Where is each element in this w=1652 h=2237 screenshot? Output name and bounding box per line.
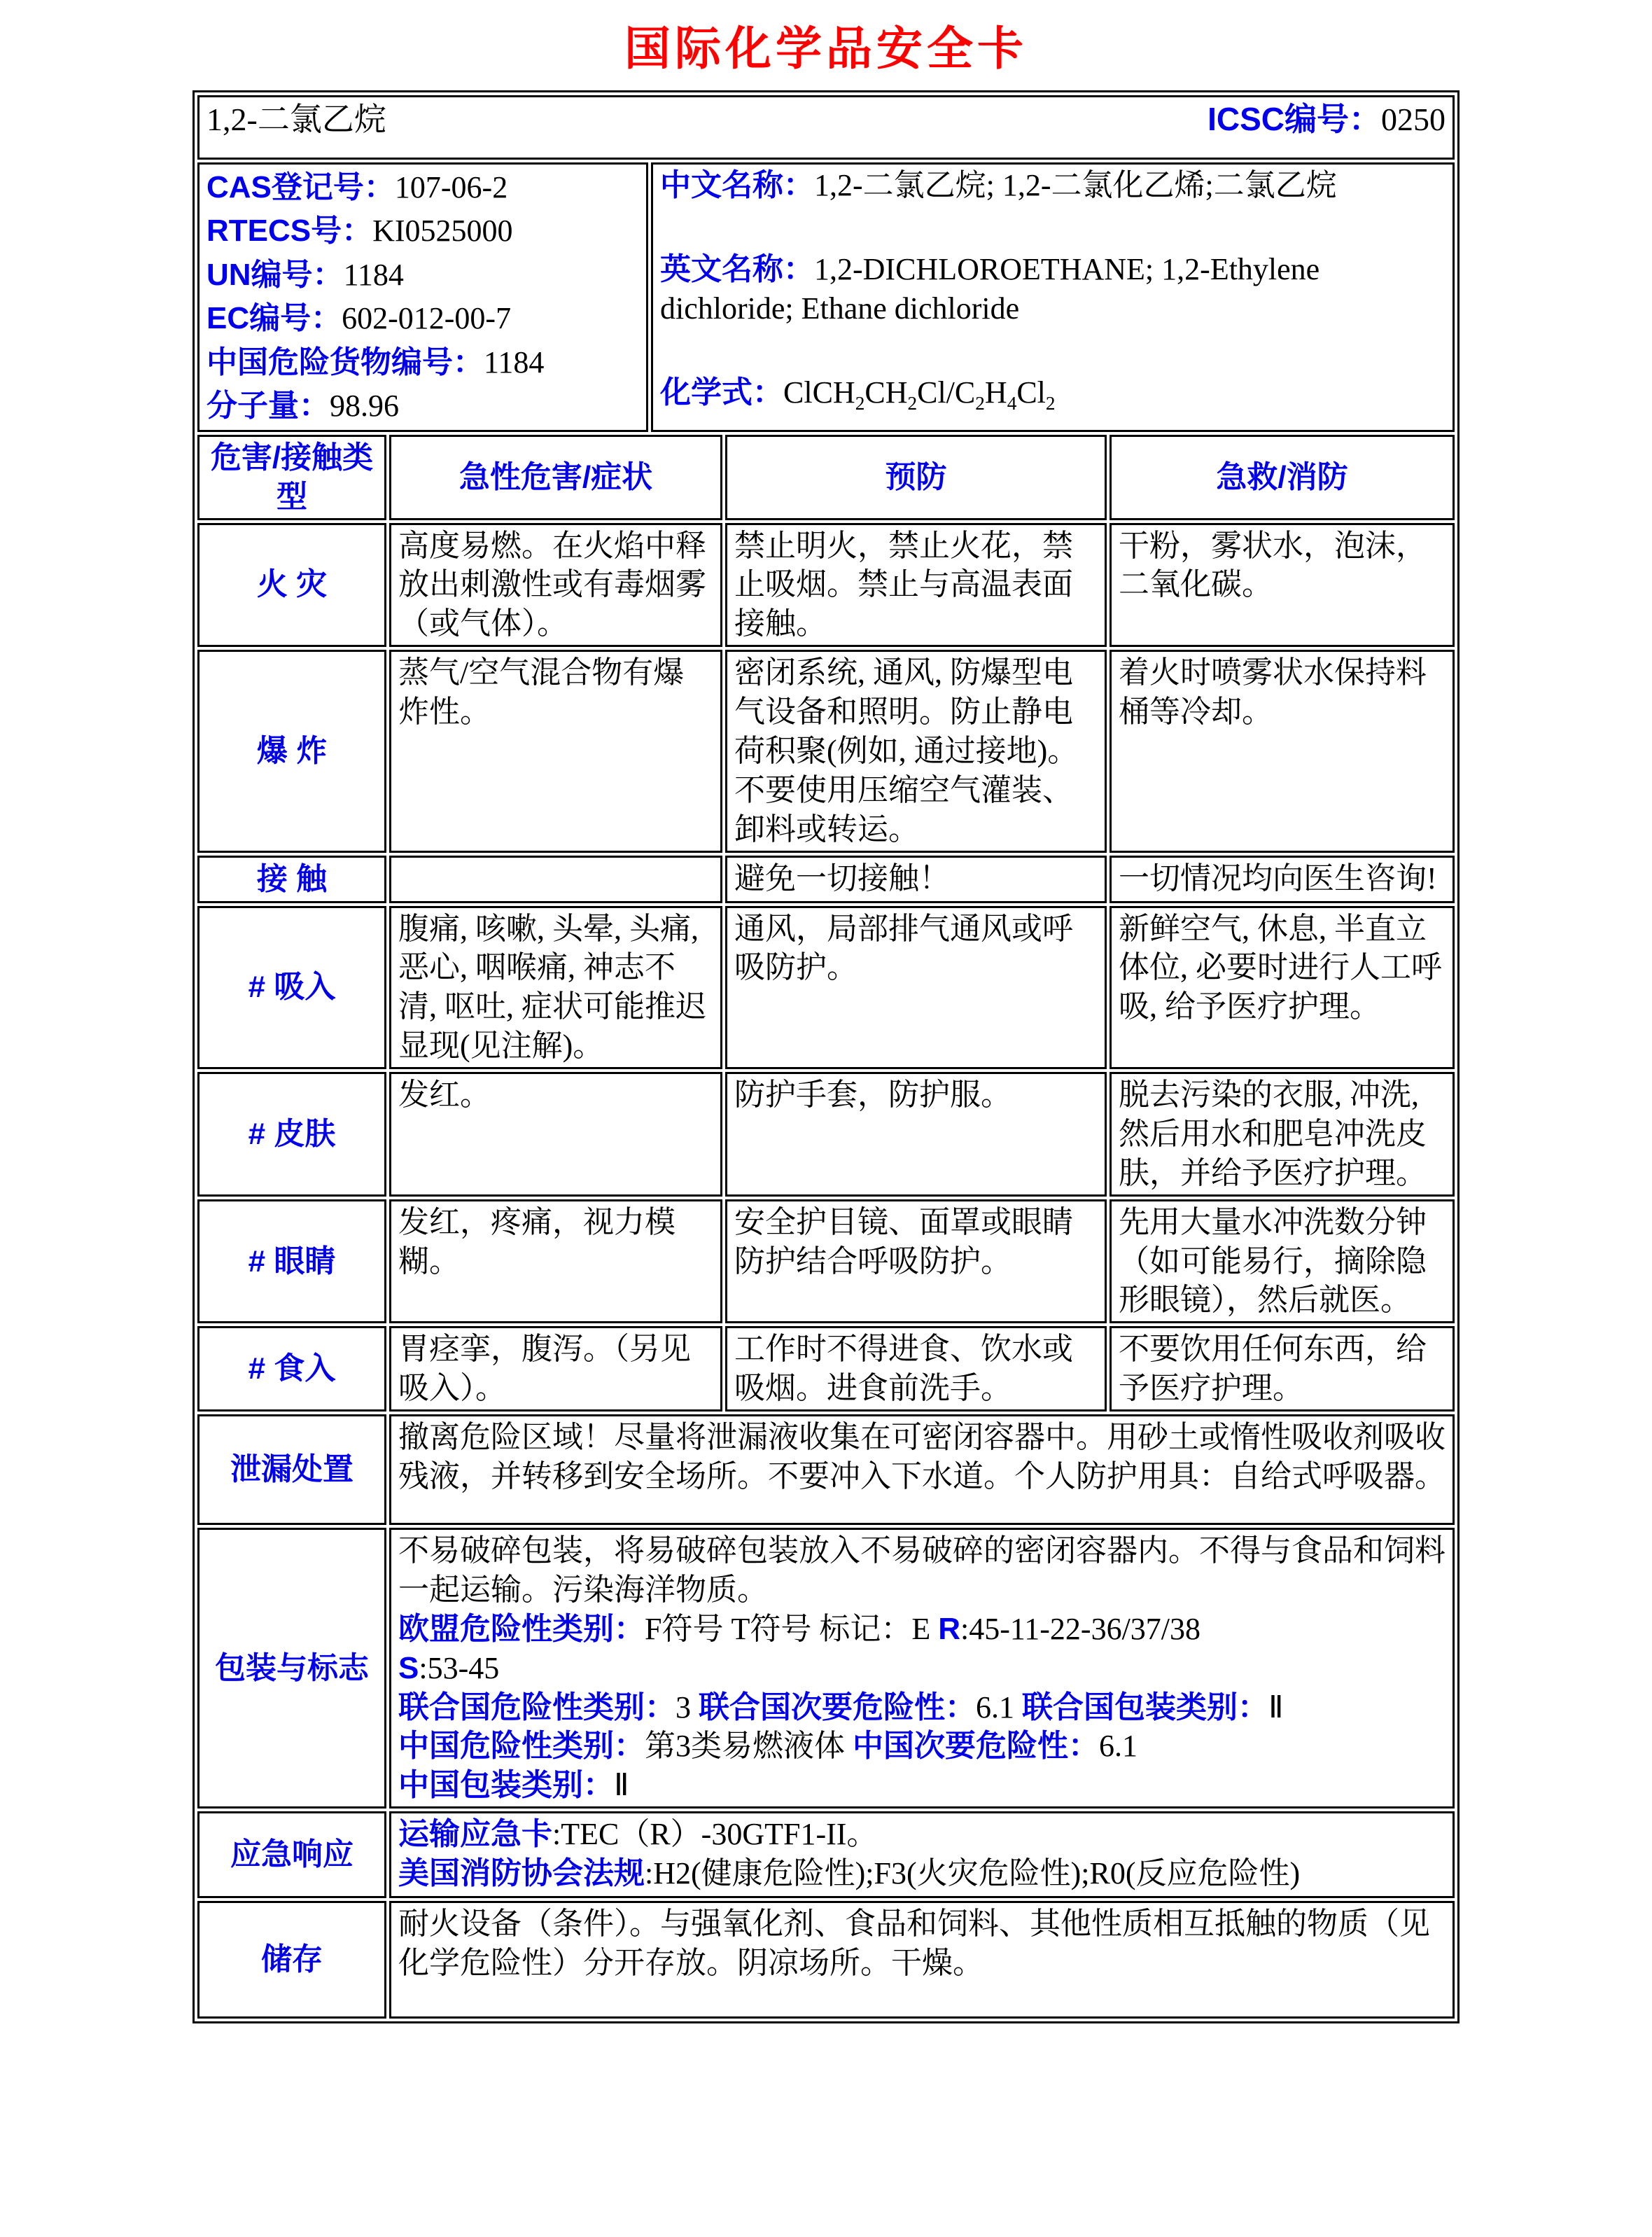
prevention-cell: 工作时不得进食、饮水或吸烟。进食前洗手。 xyxy=(725,1326,1107,1412)
symptoms-cell: 蒸气/空气混合物有爆炸性。 xyxy=(389,650,722,852)
row-label-ingestion: # 食入 xyxy=(197,1326,386,1412)
identifier-row xyxy=(206,253,639,297)
hazard-row-fire xyxy=(197,523,1455,648)
symptoms-cell xyxy=(389,856,722,903)
section-line: 中国包装类别：Ⅱ xyxy=(398,1768,629,1803)
section-line: 撤离危险区域！尽量将泄漏液收集在可密闭容器中。用砂土或惰性吸收剂吸收残液，并转移到安全场所。不要冲入下水道。个人防护用具：自给式呼吸器。 xyxy=(398,1420,1446,1493)
identifier-row xyxy=(206,341,639,384)
firstaid-cell: 先用大量水冲洗数分钟（如可能易行，摘除隐形眼镜），然后就医。 xyxy=(1110,1199,1455,1324)
formula-line xyxy=(660,373,1446,415)
row-label-fire: 火 灾 xyxy=(197,523,386,648)
section-line: 运输应急卡:TEC（R）-30GTF1-II。 xyxy=(398,1817,878,1852)
identifier-row xyxy=(206,166,639,209)
identifier-value: 1184 xyxy=(484,344,545,379)
section-row-packaging xyxy=(197,1528,1455,1809)
prevention-cell: 避免一切接触！ xyxy=(725,856,1107,903)
section-content-storage xyxy=(389,1901,1455,2019)
section-row-storage xyxy=(197,1901,1455,2019)
identifier-value: 98.96 xyxy=(330,389,399,424)
hazard-row-inhalation xyxy=(197,906,1455,1070)
section-content-packaging xyxy=(389,1528,1455,1809)
section-line: 中国危险性类别：第3类易燃液体 中国次要危险性：6.1 xyxy=(398,1729,1138,1764)
identifier-label: EC编号： xyxy=(206,301,342,336)
row-label-skin: # 皮肤 xyxy=(197,1072,386,1197)
row-label-contact: 接 触 xyxy=(197,856,386,903)
symptoms-cell: 胃痉挛，腹泻。（另见吸入）。 xyxy=(389,1326,722,1412)
formula-value: $ClCH_2CH_2Cl/C_2H_4Cl_2$ xyxy=(783,375,1056,414)
prevention-cell: 防护手套，防护服。 xyxy=(725,1072,1107,1197)
identifier-value: 602-012-00-7 xyxy=(342,301,512,336)
page-title: 国际化学品安全卡 xyxy=(624,24,1028,75)
hazard-row-ingestion xyxy=(197,1326,1455,1412)
english-name-line xyxy=(660,250,1446,328)
section-label-spill: 泄漏处置 xyxy=(197,1414,386,1525)
prevention-cell: 通风，局部排气通风或呼吸防护。 xyxy=(725,906,1107,1070)
formula-label: 化学式： xyxy=(660,375,783,410)
row-label-eyes: # 眼睛 xyxy=(197,1199,386,1324)
symptoms-cell: 发红。 xyxy=(389,1072,722,1197)
identifier-label: CAS登记号： xyxy=(206,170,395,204)
prevention-cell: 安全护目镜、面罩或眼睛防护结合呼吸防护。 xyxy=(725,1199,1107,1324)
hazard-row-explosion xyxy=(197,650,1455,852)
identifier-label: 中国危险货物编号： xyxy=(206,344,484,379)
english-name-value: 1,2-DICHLOROETHANE; 1,2-Ethylene dichloride; Ethane dichloride xyxy=(660,251,1320,326)
section-label-emergency: 应急响应 xyxy=(197,1811,386,1898)
section-line: 耐火设备（条件）。与强氧化剂、食品和饲料、其他性质相互抵触的物质（见化学危险性）分开存放。阴凉场所。干燥。 xyxy=(398,1907,1430,1981)
section-line: 欧盟危险性类别：F符号 T符号 标记：E R:45-11-22-36/37/38 xyxy=(398,1611,1201,1646)
chemical-name: 1,2-二氯乙烷 xyxy=(206,101,386,137)
symptoms-cell: 高度易燃。在火焰中释放出刺激性或有毒烟雾（或气体）。 xyxy=(389,523,722,648)
column-header-firstaid: 急救/消防 xyxy=(1110,435,1455,520)
identifier-value: 107-06-2 xyxy=(394,170,508,204)
firstaid-cell: 新鲜空气, 休息, 半直立体位, 必要时进行人工呼吸, 给予医疗护理。 xyxy=(1110,906,1455,1070)
identifier-row xyxy=(206,384,639,428)
section-line: 美国消防协会法规:H2(健康危险性);F3(火灾危险性);R0(反应危险性) xyxy=(398,1856,1301,1891)
hazard-header-row xyxy=(197,435,1455,520)
chinese-name-line xyxy=(660,166,1446,205)
english-name-label: 英文名称： xyxy=(660,251,814,286)
firstaid-cell: 干粉，雾状水，泡沫，二氧化碳。 xyxy=(1110,523,1455,648)
identifier-label: 分子量： xyxy=(206,389,330,424)
prevention-cell: 密闭系统, 通风, 防爆型电气设备和照明。防止静电荷积聚(例如, 通过接地)。不要使用压缩空气灌装、卸料或转运。 xyxy=(725,650,1107,852)
identifier-label: UN编号： xyxy=(206,257,344,292)
names-cell xyxy=(651,162,1455,432)
section-line: 联合国危险性类别：3 联合国次要危险性：6.1 联合国包装类别：Ⅱ xyxy=(398,1689,1284,1724)
column-header-symptoms: 急性危害/症状 xyxy=(389,435,722,520)
hazard-row-eyes xyxy=(197,1199,1455,1324)
chinese-name-value: 1,2-二氯乙烷; 1,2-二氯化乙烯;二氯乙烷 xyxy=(814,168,1337,202)
identifier-row xyxy=(206,209,639,253)
icsc-page xyxy=(0,11,1652,2237)
section-label-storage: 储存 xyxy=(197,1901,386,2019)
firstaid-cell: 不要饮用任何东西，给予医疗护理。 xyxy=(1110,1326,1455,1412)
section-line: 不易破碎包装，将易破碎包装放入不易破碎的密闭容器内。不得与食品和饲料一起运输。污染海洋物质。 xyxy=(398,1533,1446,1607)
section-row-emergency xyxy=(197,1811,1455,1898)
column-header-hazard-type: 危害/接触类型 xyxy=(197,435,386,520)
hazard-row-contact xyxy=(197,856,1455,903)
section-label-packaging: 包装与标志 xyxy=(197,1528,386,1809)
row-label-explosion: 爆 炸 xyxy=(197,650,386,852)
identifier-value: KI0525000 xyxy=(372,214,513,249)
icsc-number-label: ICSC编号： xyxy=(1208,101,1382,137)
identifier-value: 1184 xyxy=(343,257,404,292)
section-content-emergency xyxy=(389,1811,1455,1898)
column-header-prevention: 预防 xyxy=(725,435,1107,520)
firstaid-cell: 着火时喷雾状水保持料桶等冷却。 xyxy=(1110,650,1455,852)
info-row xyxy=(197,162,1455,432)
icsc-number-value: 0250 xyxy=(1381,102,1446,137)
symptoms-cell: 腹痛, 咳嗽, 头晕, 头痛, 恶心, 咽喉痛, 神志不清, 呕吐, 症状可能推迟显现(见注解)。 xyxy=(389,906,722,1070)
symptoms-cell: 发红，疼痛，视力模糊。 xyxy=(389,1199,722,1324)
icsc-card xyxy=(192,90,1460,2023)
icsc-table xyxy=(192,90,1460,2023)
prevention-cell: 禁止明火，禁止火花，禁止吸烟。禁止与高温表面接触。 xyxy=(725,523,1107,648)
name-row xyxy=(197,95,1455,160)
firstaid-cell: 一切情况均向医生咨询! xyxy=(1110,856,1455,903)
row-label-inhalation: # 吸入 xyxy=(197,906,386,1070)
section-line: S:53-45 xyxy=(398,1650,500,1685)
identifiers-cell xyxy=(197,162,648,432)
section-row-spill xyxy=(197,1414,1455,1525)
firstaid-cell: 脱去污染的衣服, 冲洗, 然后用水和肥皂冲洗皮肤，并给予医疗护理。 xyxy=(1110,1072,1455,1197)
section-content-spill xyxy=(389,1414,1455,1525)
identifier-row xyxy=(206,297,639,340)
identifier-label: RTECS号： xyxy=(206,214,373,249)
hazard-row-skin xyxy=(197,1072,1455,1197)
chinese-name-label: 中文名称： xyxy=(660,168,814,202)
